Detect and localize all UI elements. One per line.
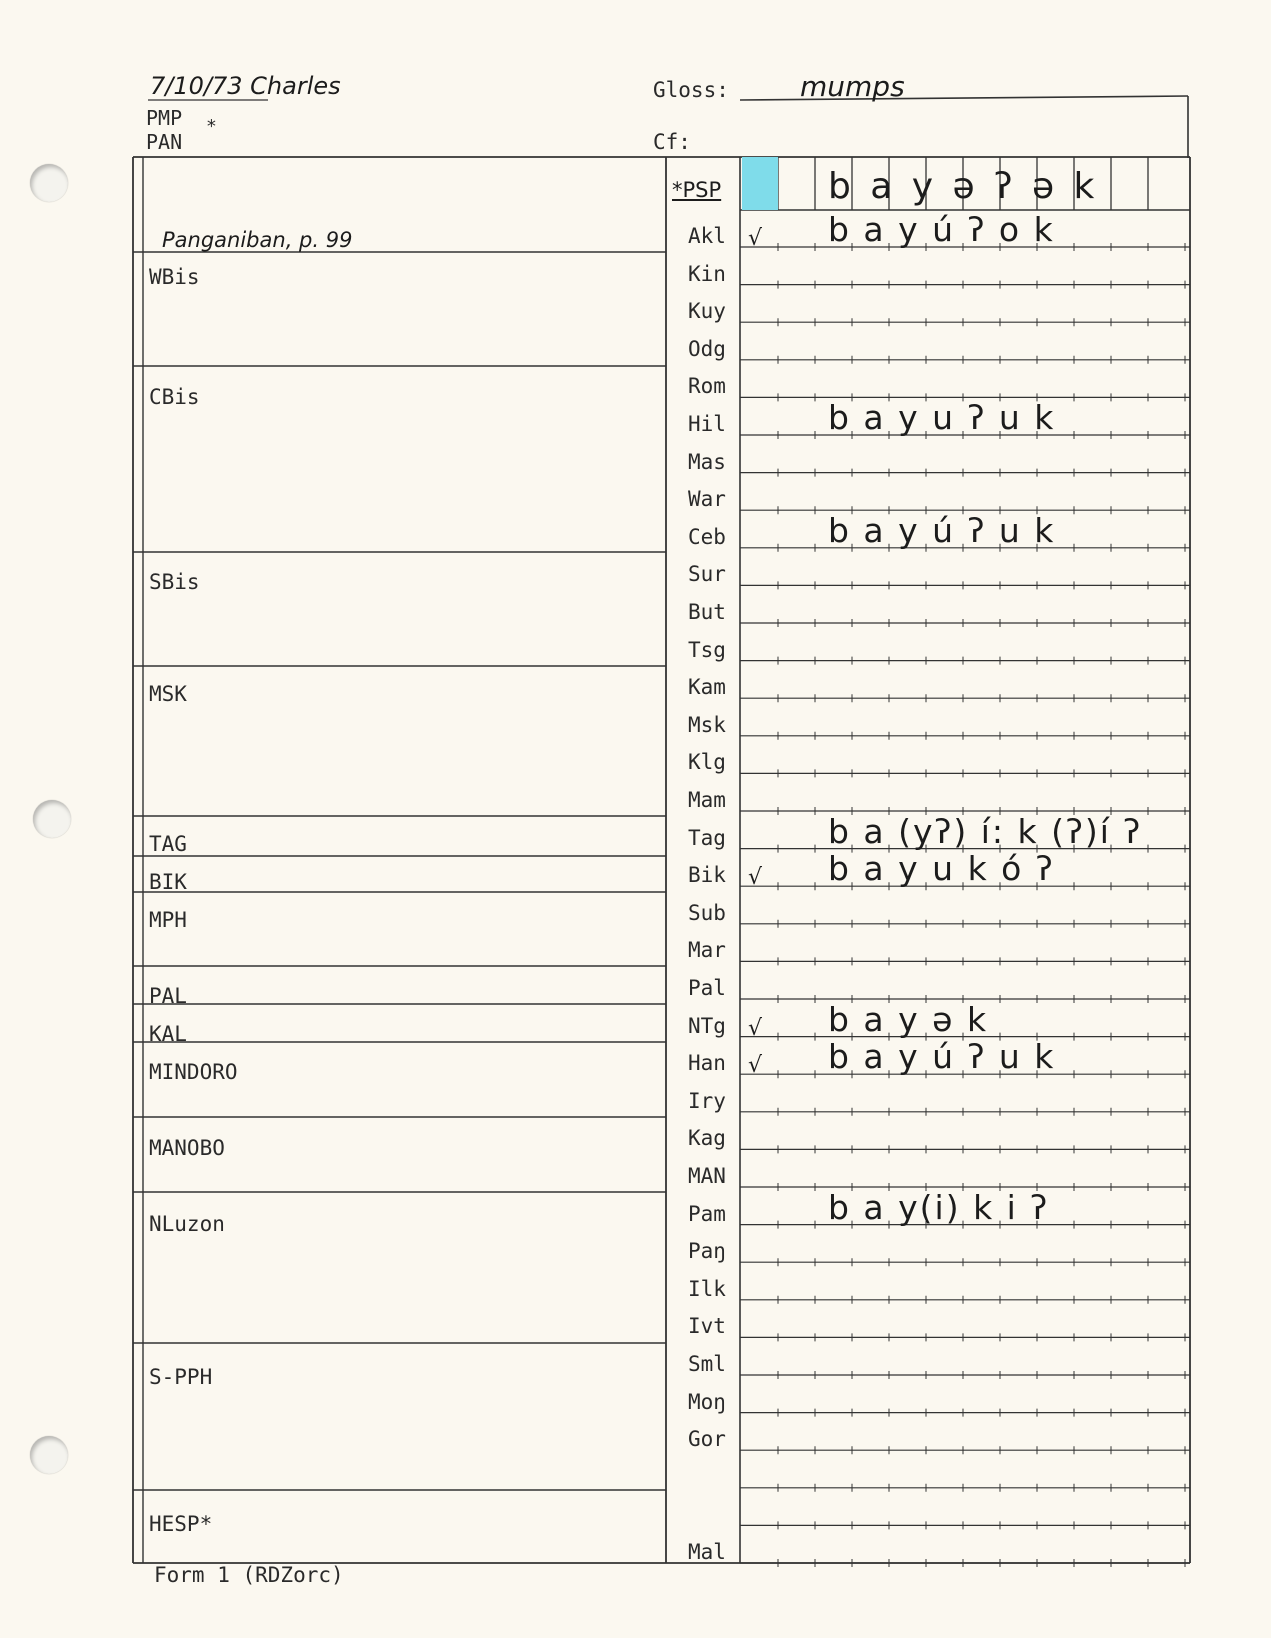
language-code: Tag [688,825,726,850]
gloss-value: mumps [800,70,905,103]
language-code: Sub [688,900,726,925]
section-label: S-PPH [149,1365,213,1389]
section-label: TAG [149,832,187,856]
section-label: SBis [149,570,200,594]
language-code: Ceb [688,524,726,549]
language-code: Paŋ [688,1239,726,1264]
language-code: Akl [688,224,726,248]
language-code: War [688,487,726,512]
psp-highlight-cell [742,157,778,210]
language-code: Kag [688,1126,726,1151]
language-code: Bik [688,863,726,888]
language-code: Klg [688,750,726,775]
language-code: Sml [688,1352,726,1376]
psp-label: *PSP [672,178,722,202]
language-form: b a y u k ó ʔ [828,849,1055,889]
language-code: Kin [688,261,726,286]
language-code: MAN [688,1164,726,1188]
checkmark: √ [748,1015,763,1041]
date-author: 7/10/73 Charles [150,72,341,100]
section-label: BIK [149,870,187,894]
language-code: Hil [688,412,726,436]
language-code: Han [688,1051,726,1076]
language-code: Msk [688,712,726,737]
language-code: Sur [688,562,726,587]
pan-label: PAN [146,130,183,154]
section-label: HESP* [149,1512,213,1536]
pmp-star: * [206,116,217,137]
language-code: NTg [688,1013,726,1038]
section-label: NLuzon [149,1212,225,1236]
section-label: MPH [149,908,187,932]
language-code: Kam [688,675,726,700]
language-code: Mam [688,788,726,812]
language-code: Tsg [688,637,726,662]
language-code: Gor [688,1427,726,1452]
pmp-label: PMP [146,106,183,130]
section-label: MANOBO [149,1136,225,1160]
checkmark: √ [748,865,763,891]
language-code: Mal [688,1540,726,1564]
cf-label: Cf: [653,130,691,154]
form-footer: Form 1 (RDZorc) [154,1563,344,1587]
section-label: PAL [149,984,187,1008]
language-code: Kuy [688,299,726,324]
language-code: Odg [688,336,726,361]
checkmark: √ [748,226,763,251]
language-code: Pal [688,976,726,1000]
language-form: b a y ə k [828,999,989,1039]
language-code: Mar [688,938,726,963]
section-label: WBis [149,265,200,289]
language-form: b a y ú ʔ u k [828,1037,1056,1077]
language-form: b a (yʔ) í: k (ʔ)í ʔ [828,811,1143,851]
source-note: Panganiban, p. 99 [162,228,353,252]
language-code: Moŋ [688,1389,726,1414]
checkmark: √ [748,1053,763,1079]
section-label: MINDORO [149,1060,238,1084]
language-code: Ivt [688,1314,726,1339]
gloss-label: Gloss: [653,78,729,102]
language-code: But [688,600,726,624]
section-label: CBis [149,385,200,409]
section-label: MSK [149,682,187,706]
language-code: Rom [688,374,726,399]
language-form: b a y ú ʔ o k [828,210,1055,249]
language-code: Iry [688,1088,726,1113]
language-code: Ilk [688,1276,726,1301]
psp-reconstruction: b a y ə ʔ ə k [828,166,1099,207]
language-form: b a y ú ʔ u k [828,510,1056,550]
language-code: Pam [688,1201,726,1226]
language-form: b a y(i) k i ʔ [828,1187,1050,1227]
language-code: Mas [688,449,726,474]
section-label: KAL [149,1022,187,1046]
language-form: b a y u ʔ u k [828,398,1056,437]
